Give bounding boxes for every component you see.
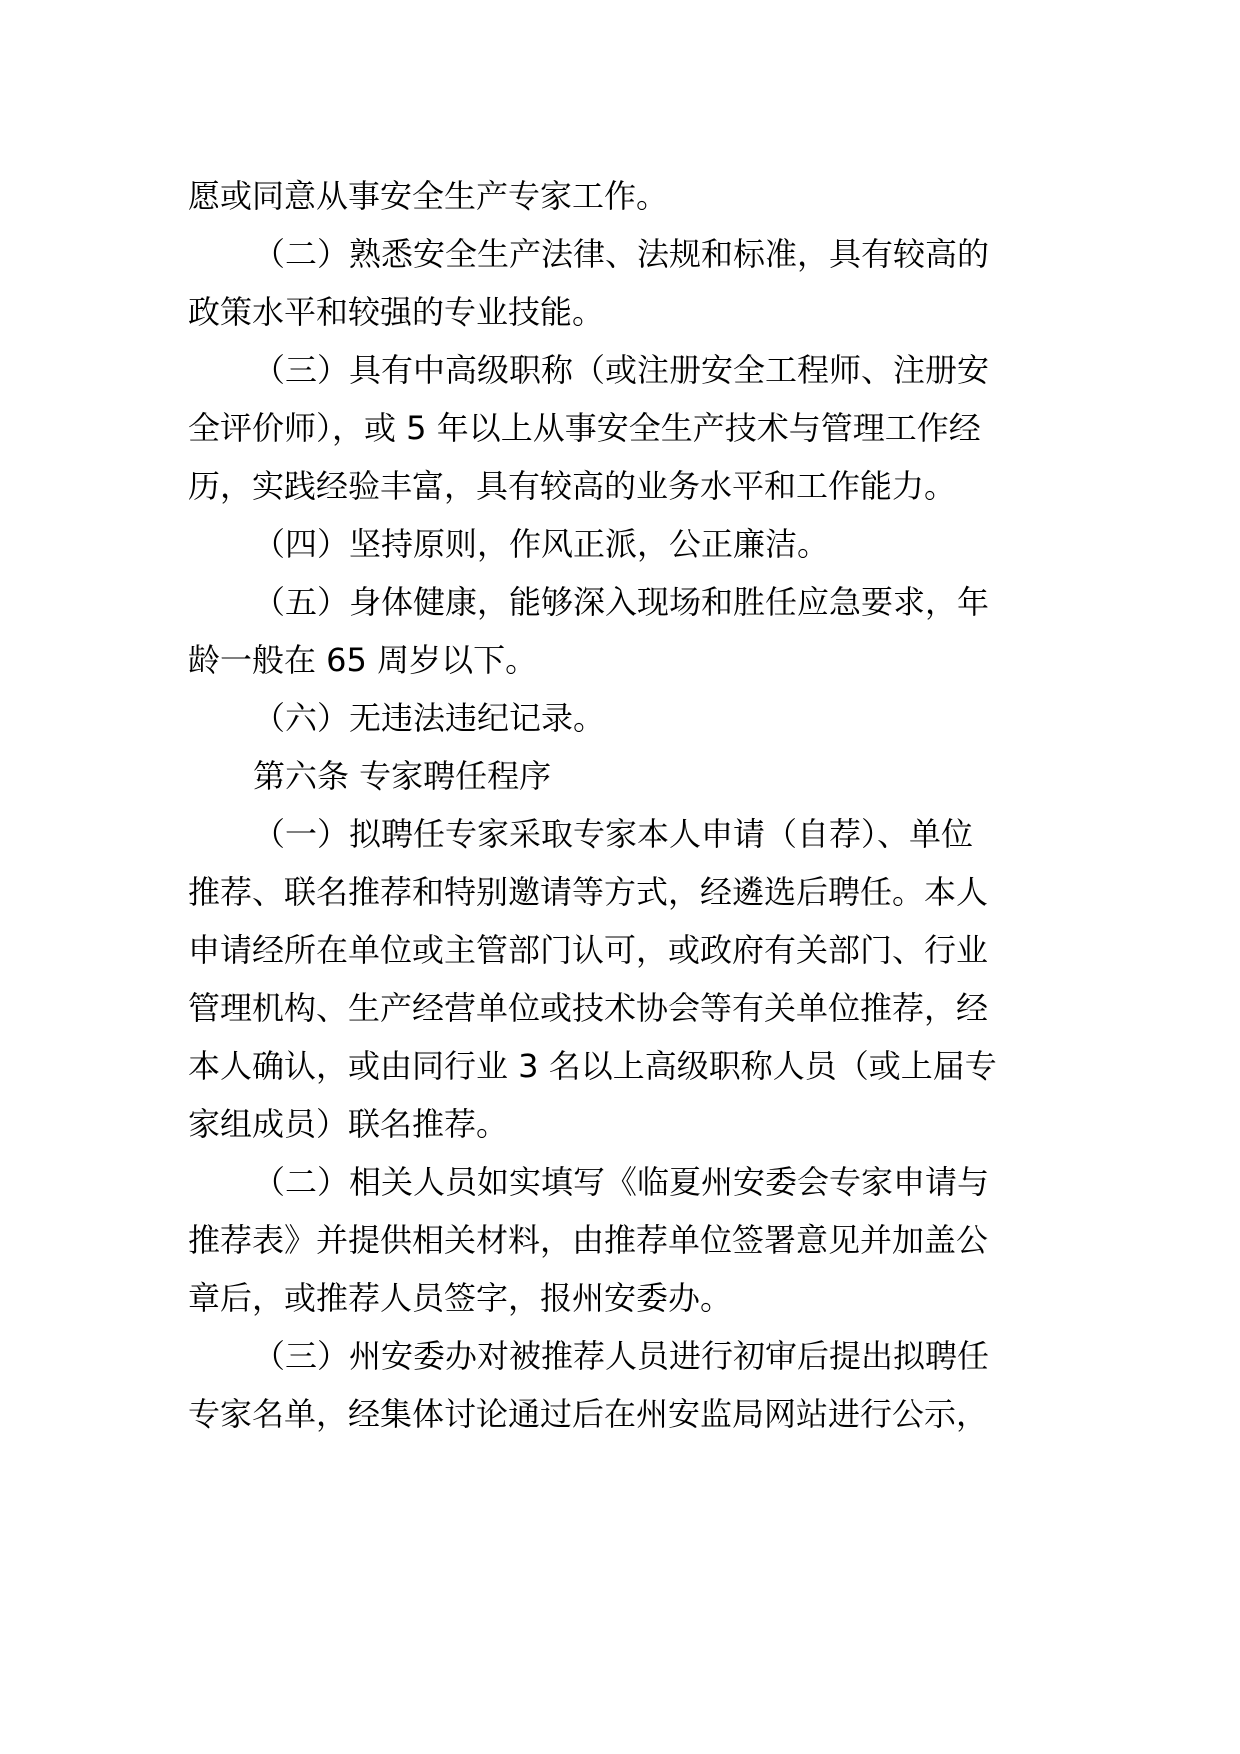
text-line: （二）熟悉安全生产法律、法规和标准，具有较高的 — [253, 235, 990, 273]
text-line: 推荐表》并提供相关材料，由推荐单位签署意见并加盖公 — [188, 1221, 989, 1259]
text-line: 全评价师），或 5 年以上从事安全生产技术与管理工作经 — [188, 409, 981, 447]
text-line: （五）身体健康，能够深入现场和胜任应急要求，年 — [253, 583, 990, 621]
text-line: 历，实践经验丰富，具有较高的业务水平和工作能力。 — [188, 467, 957, 505]
text-line: 愿或同意从事安全生产专家工作。 — [188, 177, 669, 215]
text-line: 专家名单，经集体讨论通过后在州安监局网站进行公示， — [188, 1395, 989, 1433]
text-line: （二）相关人员如实填写《临夏州安委会专家申请与 — [253, 1163, 990, 1201]
text-line: 管理机构、生产经营单位或技术协会等有关单位推荐，经 — [188, 989, 989, 1027]
text-line: 推荐、联名推荐和特别邀请等方式，经遴选后聘任。本人 — [188, 873, 989, 911]
text-line: 申请经所在单位或主管部门认可，或政府有关部门、行业 — [188, 931, 989, 969]
text-line: 龄一般在 65 周岁以下。 — [188, 641, 538, 679]
text-line: 家组成员）联名推荐。 — [188, 1105, 509, 1143]
text-line: 政策水平和较强的专业技能。 — [188, 293, 605, 331]
text-line: 本人确认，或由同行业 3 名以上高级职称人员（或上届专 — [188, 1047, 997, 1085]
section-heading: 第六条 专家聘任程序 — [253, 757, 552, 795]
text-line: （一）拟聘任专家采取专家本人申请（自荐）、单位 — [253, 815, 974, 853]
text-line: （三）具有中高级职称（或注册安全工程师、注册安 — [253, 351, 990, 389]
text-line: （六）无违法违纪记录。 — [253, 699, 606, 737]
text-line: 章后，或推荐人员签字，报州安委办。 — [188, 1279, 733, 1317]
text-line: （三）州安委办对被推荐人员进行初审后提出拟聘任 — [253, 1337, 990, 1375]
text-line: （四）坚持原则，作风正派，公正廉洁。 — [253, 525, 830, 563]
